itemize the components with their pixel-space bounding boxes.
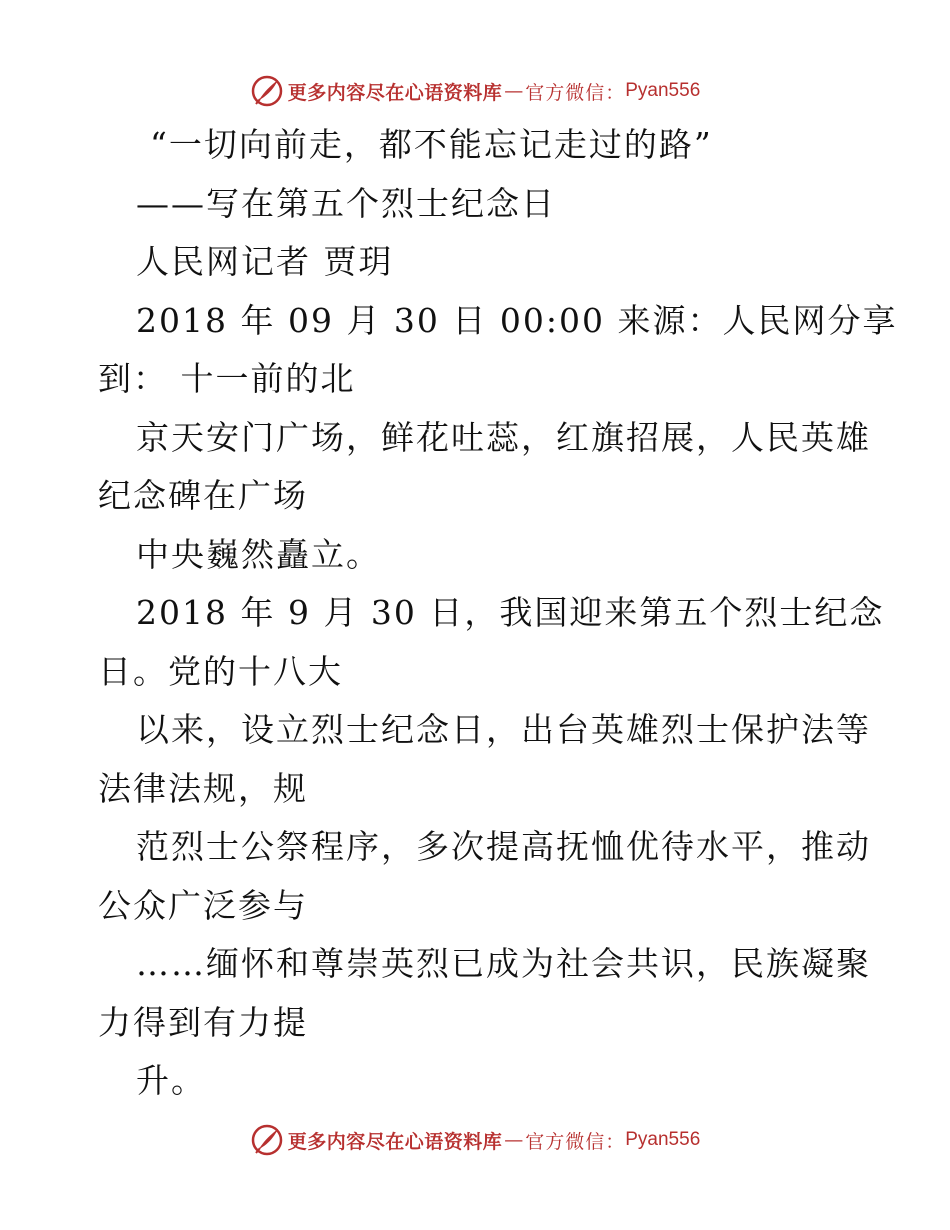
feather-pen-icon [250, 74, 284, 108]
watermark-dash: — [504, 80, 524, 102]
article-line: 京天安门广场，鲜花吐蕊，红旗招展，人民英雄 [136, 417, 871, 457]
article-author: 人民网记者 贾玥 [136, 242, 394, 281]
article-line: 到： 十一前的北 [98, 359, 356, 398]
article-line: 范烈士公祭程序，多次提高抚恤优待水平，推动 [136, 827, 871, 866]
watermark-dash: — [504, 1129, 524, 1151]
watermark-site-text: 更多内容尽在心语资料库 [287, 1130, 503, 1153]
watermark-site-text: 更多内容尽在心语资料库 [287, 81, 503, 104]
article-line: 力得到有力提 [98, 1002, 308, 1042]
feather-pen-icon [250, 1123, 284, 1157]
footer-watermark [0, 1120, 950, 1160]
article-dateline: 2018 年 09 月 30 日 00:00 来源：人民网分享 [136, 300, 898, 340]
article-line: 升。 [136, 1061, 206, 1100]
article-line: 法律法规，规 [98, 768, 308, 808]
watermark-wechat-id: Pyan556 [625, 80, 701, 101]
article-line: 中央巍然矗立。 [136, 534, 381, 574]
article-line: 日。党的十八大 [98, 651, 343, 691]
article-line: 以来，设立烈士纪念日，出台英雄烈士保护法等 [136, 710, 871, 749]
article-line: 纪念碑在广场 [98, 476, 308, 515]
article-subtitle: ——写在第五个烈士纪念日 [136, 183, 556, 223]
article-title: “一切向前走，都不能忘记走过的路” [150, 125, 713, 164]
article-line: 公众广泛参与 [98, 885, 308, 925]
watermark-wechat-id: Pyan556 [625, 1129, 701, 1150]
watermark-wechat-label: 官方微信： [525, 81, 626, 104]
header-watermark [0, 71, 950, 111]
article-body [98, 116, 898, 1111]
article-line: 2018 年 9 月 30 日，我国迎来第五个烈士纪念 [136, 593, 885, 632]
watermark-wechat-label: 官方微信： [525, 1130, 626, 1153]
article-line: ……缅怀和尊崇英烈已成为社会共识，民族凝聚 [136, 944, 871, 983]
